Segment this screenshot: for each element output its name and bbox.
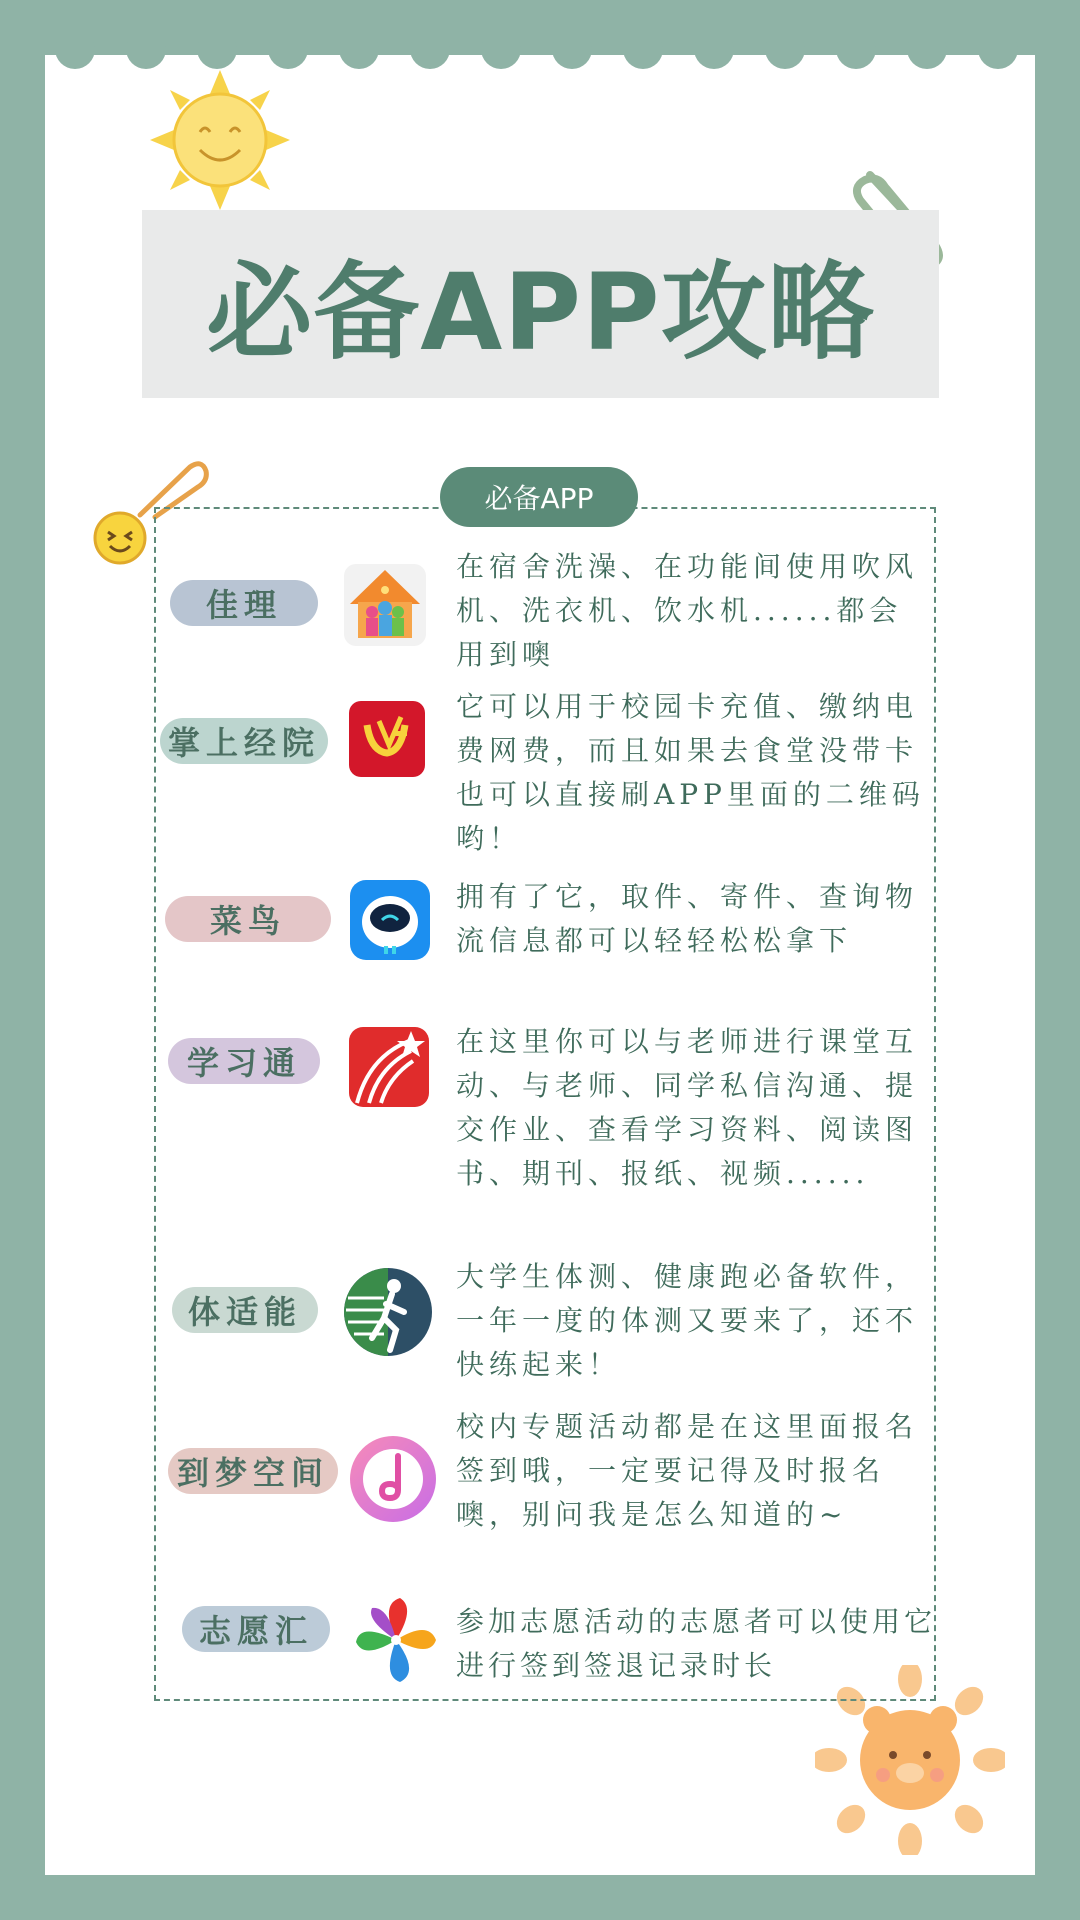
app-name: 体适能	[172, 1287, 318, 1333]
sun-sticker-icon	[150, 70, 290, 210]
smiley-sticker-icon	[92, 510, 148, 566]
music-note-icon	[350, 1436, 436, 1522]
scallop-dot	[765, 42, 805, 69]
app-name: 掌上经院	[160, 718, 328, 764]
app-name: 学习通	[168, 1038, 320, 1084]
app-description: 校内专题活动都是在这里面报名签到哦，一定要记得及时报名噢，别问我是怎么知道的~	[456, 1410, 919, 1531]
pinwheel-icon	[350, 1594, 442, 1686]
scallop-dot	[623, 42, 663, 69]
scallop-dot	[126, 42, 166, 69]
scallop-dot	[268, 42, 308, 69]
app-name: 志愿汇	[182, 1606, 330, 1652]
scallop-dot	[978, 42, 1018, 69]
page-title: 必备APP攻略	[206, 251, 875, 374]
app-name: 菜鸟	[165, 896, 331, 942]
runner-icon	[344, 1268, 432, 1356]
scallop-dot	[339, 42, 379, 69]
app-description: 参加志愿活动的志愿者可以使用它进行签到签退记录时长	[456, 1605, 937, 1682]
cainiao-robot-icon	[350, 880, 430, 960]
scallop-dot	[55, 42, 95, 69]
scallop-dot	[836, 42, 876, 69]
scallop-dot	[410, 42, 450, 69]
app-description: 大学生体测、健康跑必备软件，一年一度的体测又要来了，还不快练起来！	[456, 1260, 919, 1381]
scallop-dot	[481, 42, 521, 69]
scallop-dot	[694, 42, 734, 69]
xuexitong-star-icon	[349, 1027, 429, 1107]
scallop-dot	[197, 42, 237, 69]
scallop-dot	[907, 42, 947, 69]
scalloped-edge	[45, 42, 1035, 72]
campus-card-icon	[349, 701, 425, 777]
app-description: 它可以用于校园卡充值、缴纳电费网费，而且如果去食堂没带卡也可以直接刷APP里面的二维码哟！	[456, 690, 925, 855]
app-description: 在这里你可以与老师进行课堂互动、与老师、同学私信沟通、提交作业、查看学习资料、阅读图书、期刊、报纸、视频......	[456, 1025, 919, 1190]
scallop-dot	[552, 42, 592, 69]
app-description: 在宿舍洗澡、在功能间使用吹风机、洗衣机、饮水机......都会用到噢	[456, 550, 919, 671]
app-name: 佳理	[170, 580, 318, 626]
app-name: 到梦空间	[168, 1448, 338, 1494]
house-family-icon	[344, 564, 426, 646]
app-description: 拥有了它，取件、寄件、查询物流信息都可以轻轻松松拿下	[456, 880, 919, 957]
section-pill: 必备APP	[440, 467, 638, 527]
